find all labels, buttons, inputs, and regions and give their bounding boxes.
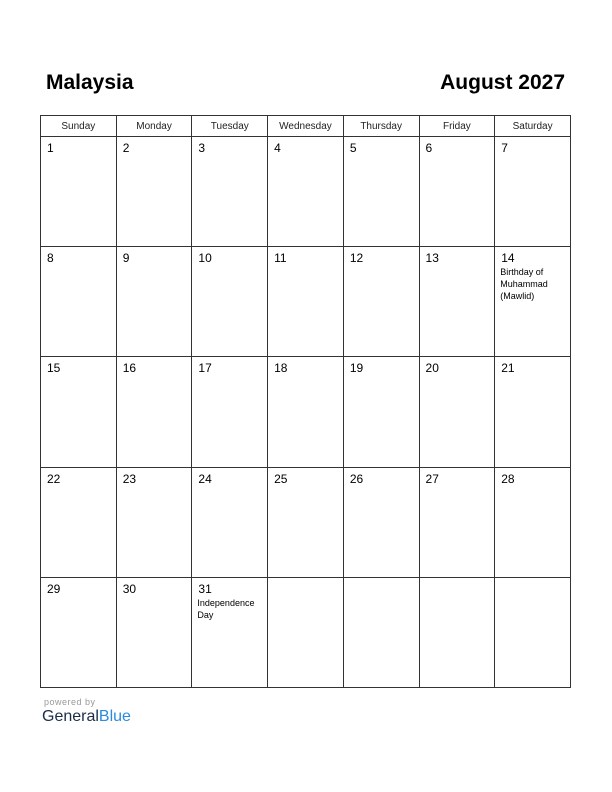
- brand-blue-text: Blue: [98, 708, 131, 725]
- day-cell: [268, 467, 344, 577]
- day-cell: [192, 577, 268, 687]
- day-cell: [192, 247, 268, 357]
- day-cell: [495, 467, 571, 577]
- weekday-friday: Friday: [419, 116, 495, 137]
- day-number: 27: [425, 471, 439, 486]
- day-number: [420, 578, 495, 582]
- day-cell: [116, 137, 192, 247]
- day-number: [344, 578, 419, 582]
- week-row: [41, 137, 571, 247]
- day-cell: [495, 357, 571, 467]
- day-number: [495, 578, 570, 582]
- day-cell: [268, 247, 344, 357]
- day-cell: [41, 577, 117, 687]
- weekday-header-row: [41, 116, 571, 137]
- country-title: Malaysia: [46, 71, 134, 94]
- weekday-saturday: Saturday: [495, 116, 571, 137]
- week-row: [41, 577, 571, 687]
- day-cell: [419, 577, 495, 687]
- day-number: 19: [349, 361, 364, 376]
- day-cell: [343, 137, 419, 247]
- calendar-grid: [40, 115, 571, 688]
- day-cell: [192, 137, 268, 247]
- day-cell: [116, 577, 192, 687]
- day-number: 9: [122, 251, 130, 266]
- day-cell: [41, 137, 117, 247]
- holiday-label: Birthday of Muhammad (Mawlid): [500, 267, 548, 302]
- day-cell: [419, 247, 495, 357]
- day-cell: [343, 577, 419, 687]
- day-cell: [192, 357, 268, 467]
- day-number: 8: [47, 251, 54, 266]
- week-row: [41, 247, 571, 357]
- day-number: 22: [47, 471, 61, 486]
- day-number: 24: [198, 471, 212, 486]
- day-number: 11: [274, 251, 287, 266]
- day-number: 25: [274, 471, 288, 486]
- day-cell: [419, 137, 495, 247]
- day-cell: [268, 577, 344, 687]
- weekday-sunday: Sunday: [41, 116, 117, 137]
- day-cell: [419, 357, 495, 467]
- day-cell: [192, 467, 268, 577]
- day-number: 1: [47, 141, 54, 155]
- day-cell: [268, 137, 344, 247]
- day-number: 23: [122, 471, 137, 486]
- day-number: 31: [198, 581, 212, 596]
- day-number: 17: [198, 361, 212, 376]
- week-row: [41, 357, 571, 467]
- day-number: 15: [47, 361, 61, 376]
- day-number: 6: [425, 141, 433, 155]
- day-cell: [495, 247, 571, 357]
- day-cell: [343, 467, 419, 577]
- day-cell: [268, 357, 344, 467]
- day-cell: [116, 467, 192, 577]
- day-number: 3: [198, 141, 206, 155]
- week-row: [41, 467, 571, 577]
- day-number: 29: [47, 581, 61, 596]
- day-number: 26: [349, 471, 364, 486]
- day-cell: [495, 577, 571, 687]
- day-number: 16: [122, 361, 137, 376]
- day-number: 13: [425, 251, 439, 266]
- day-number: 30: [122, 581, 137, 596]
- day-cell: [41, 247, 117, 357]
- day-cell: [116, 247, 192, 357]
- day-number: 14: [501, 251, 515, 266]
- day-number: 28: [501, 471, 515, 486]
- day-number: 20: [425, 361, 439, 376]
- day-number: 21: [501, 361, 515, 376]
- day-cell: [419, 467, 495, 577]
- day-cell: [41, 357, 117, 467]
- day-number: 18: [274, 361, 288, 376]
- day-cell: [495, 137, 571, 247]
- day-cell: [343, 247, 419, 357]
- day-number: 7: [501, 141, 508, 155]
- generalblue-logo: [42, 708, 131, 726]
- day-number: 5: [349, 141, 357, 155]
- powered-by-label: powered by: [44, 697, 96, 707]
- day-cell: [116, 357, 192, 467]
- day-number: 4: [274, 141, 281, 155]
- month-title: August 2027: [440, 71, 565, 94]
- day-number: 2: [122, 141, 130, 155]
- holiday-label: Independence Day: [197, 597, 255, 620]
- weekday-wednesday: Wednesday: [268, 116, 344, 137]
- day-cell: [343, 357, 419, 467]
- weekday-tuesday: Tuesday: [192, 116, 268, 137]
- brand-general-text: General: [42, 708, 99, 725]
- day-number: [268, 578, 343, 582]
- day-number: 12: [349, 251, 364, 266]
- day-number: 10: [198, 251, 212, 266]
- weekday-monday: Monday: [116, 116, 192, 137]
- day-cell: [41, 467, 117, 577]
- weekday-thursday: Thursday: [343, 116, 419, 137]
